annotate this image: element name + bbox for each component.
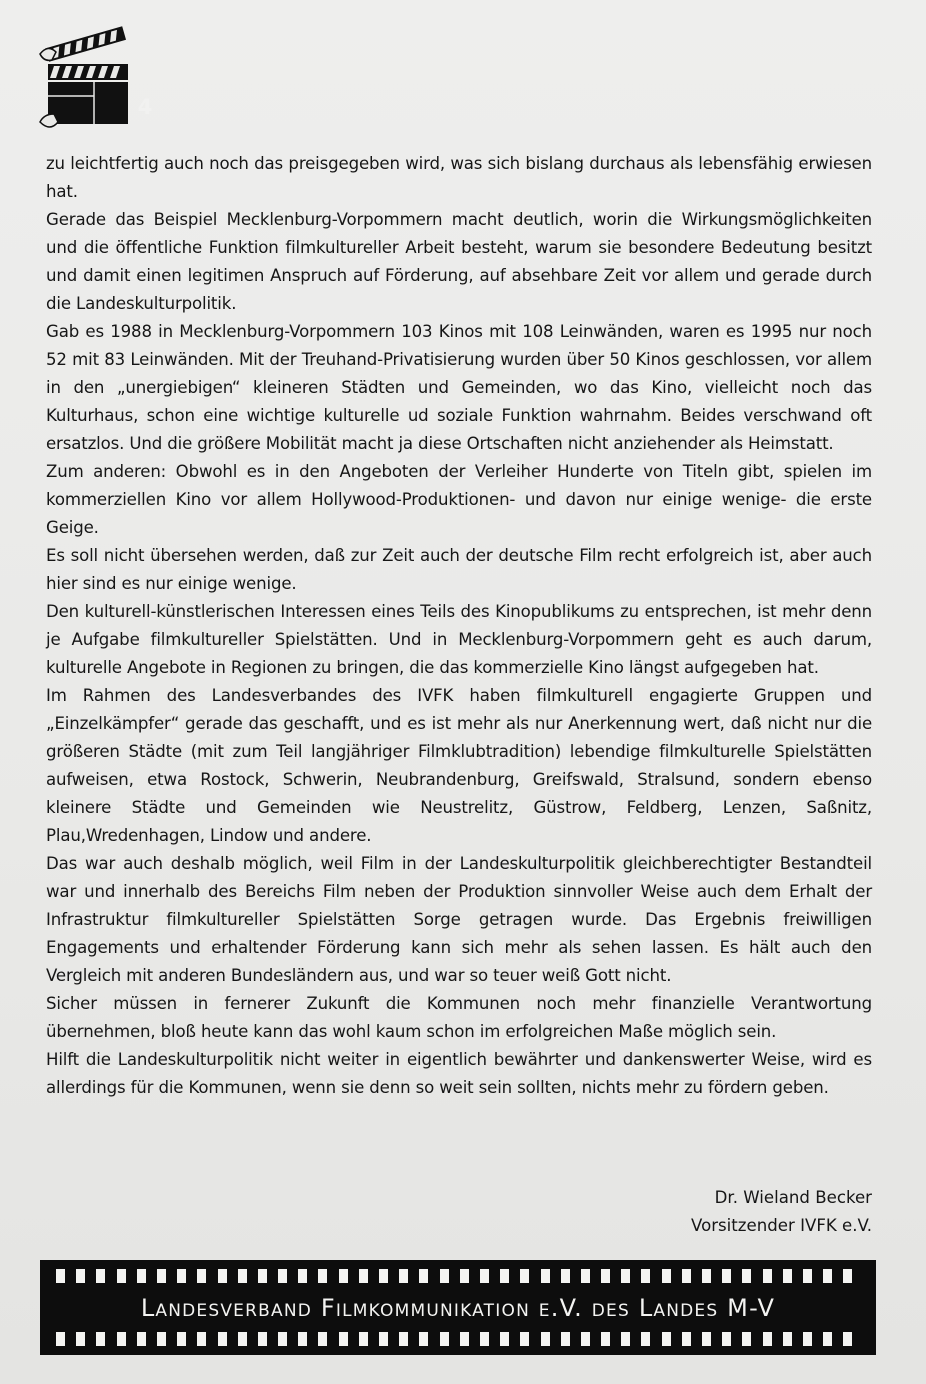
film-perforation: [258, 1269, 267, 1283]
film-perforation: [56, 1269, 65, 1283]
film-perforation: [500, 1332, 509, 1346]
film-perforation: [339, 1332, 348, 1346]
film-perforation: [823, 1269, 832, 1283]
film-perforation: [440, 1332, 449, 1346]
signature-name: Dr. Wieland Becker: [714, 1188, 872, 1207]
film-perforation: [56, 1332, 65, 1346]
film-perforation: [359, 1269, 368, 1283]
paragraph: Es soll nicht übersehen werden, daß zur Zeit auch der deutsche Film recht erfolgreich ist, aber auch hier sind es nur einige wenige.: [46, 546, 872, 593]
paragraph: Gerade das Beispiel Mecklenburg-Vorpommern macht deutlich, worin die Wirkungsmöglichkeiten und die öffentliche Funktion filmkultureller Arbeit besteht, warum sie besondere Bedeutung besitzt und damit einen legitimen Anspruch auf Förderung, auf absehbare Zeit vor allem und gerade durch die Landeskulturpolitik.: [46, 210, 872, 313]
film-perforation: [763, 1332, 772, 1346]
film-perforation: [480, 1332, 489, 1346]
film-perforation: [480, 1269, 489, 1283]
film-perforation: [601, 1269, 610, 1283]
film-perforation: [460, 1332, 469, 1346]
signature: [691, 1184, 872, 1240]
film-perforation: [803, 1332, 812, 1346]
film-perforation: [783, 1332, 792, 1346]
film-perforation: [339, 1269, 348, 1283]
film-perforation: [722, 1332, 731, 1346]
film-perforation: [278, 1332, 287, 1346]
film-perforation: [137, 1269, 146, 1283]
film-perforation: [581, 1269, 590, 1283]
footer-title: Landesverband Filmkommunikation e.V. des Landes M-V: [140, 1294, 776, 1322]
paragraph: Gab es 1988 in Mecklenburg-Vorpommern 103 Kinos mit 108 Leinwänden, waren es 1995 nur noch 52 mit 83 Leinwänden. Mit der Treuhand-Privatisierung wurden über 50 Kinos geschlossen, vor allem in den „unergiebigen“ kleineren Städten und Gemeinden, wo das Kino, vielleicht noch das Kulturhaus, schon eine wichtige kulturelle ud soziale Funktion wahrnahm. Beides verschwand oft ersatzlos. Und die größere Mobilität macht ja diese Ortschaften nicht anziehender als Heimstatt.: [46, 322, 872, 453]
film-perforation: [541, 1269, 550, 1283]
paragraph: Sicher müssen in fernerer Zukunft die Kommunen noch mehr finanzielle Verantwortung übernehmen, bloß heute kann das wohl kaum schon im erfolgreichen Maße möglich sein.: [46, 994, 872, 1041]
film-perforations-bottom: [56, 1332, 866, 1346]
paragraph: Das war auch deshalb möglich, weil Film in der Landeskulturpolitik gleichberechtigter Bestandteil war und innerhalb des Bereichs Film neben der Produktion sinnvoller Weise auch dem Erhalt der Infrastruktur filmkultureller Spielstätten Sorge getragen wurde. Das Ergebnis freiwilligen Engagements und erhaltender Förderung kann sich mehr als sehen lassen. Es hält auch den Vergleich mit anderen Bundesländern aus, und war so teuer weiß Gott nicht.: [46, 854, 872, 985]
paragraph: Den kulturell-künstlerischen Interessen eines Teils des Kinopublikums zu entsprechen, ist mehr denn je Aufgabe filmkultureller Spielstätten. Und in Mecklenburg-Vorpommern geht es auch darum, kulturelle Angebote in Regionen zu bringen, die das kommerzielle Kino längst aufgegeben hat.: [46, 602, 872, 677]
film-perforation: [641, 1332, 650, 1346]
film-perforation: [177, 1269, 186, 1283]
film-perforation: [561, 1269, 570, 1283]
film-perforation: [440, 1269, 449, 1283]
film-perforation: [702, 1269, 711, 1283]
film-perforation: [419, 1332, 428, 1346]
clapperboard-logo: [36, 24, 153, 134]
film-perforation: [541, 1332, 550, 1346]
film-perforation: [399, 1332, 408, 1346]
film-perforation: [318, 1332, 327, 1346]
film-perforation: [177, 1332, 186, 1346]
paragraph: Hilft die Landeskulturpolitik nicht weiter in eigentlich bewährter und dankenswerter Weise, wird es allerdings für die Kommunen, wenn sie denn so weit sein sollten, nichts mehr zu fördern geben.: [46, 1050, 872, 1097]
clapperboard-icon: [36, 24, 136, 134]
film-perforation: [621, 1332, 630, 1346]
film-perforation: [218, 1269, 227, 1283]
film-perforation: [783, 1269, 792, 1283]
film-perforation: [318, 1269, 327, 1283]
film-strip-footer: [40, 1260, 876, 1355]
film-perforation: [379, 1269, 388, 1283]
film-perforation: [803, 1269, 812, 1283]
film-perforation: [742, 1332, 751, 1346]
film-perforations-top: [56, 1269, 866, 1283]
film-perforation: [460, 1269, 469, 1283]
film-perforation: [843, 1332, 852, 1346]
film-perforation: [662, 1332, 671, 1346]
film-perforation: [197, 1332, 206, 1346]
paragraph: zu leichtfertig auch noch das preisgegeben wird, was sich bislang durchaus als lebensfähig erwiesen hat.: [46, 154, 872, 201]
film-perforation: [76, 1269, 85, 1283]
film-perforation: [662, 1269, 671, 1283]
film-perforation: [298, 1332, 307, 1346]
film-perforation: [76, 1332, 85, 1346]
film-perforation: [843, 1269, 852, 1283]
film-perforation: [742, 1269, 751, 1283]
film-perforation: [581, 1332, 590, 1346]
article-body: [46, 150, 872, 1102]
film-perforation: [621, 1269, 630, 1283]
film-perforation: [823, 1332, 832, 1346]
film-perforation: [682, 1269, 691, 1283]
film-perforation: [117, 1269, 126, 1283]
film-perforation: [500, 1269, 509, 1283]
film-perforation: [96, 1269, 105, 1283]
film-perforation: [197, 1269, 206, 1283]
film-perforation: [278, 1269, 287, 1283]
film-perforation: [218, 1332, 227, 1346]
film-perforation: [520, 1332, 529, 1346]
film-perforation: [157, 1332, 166, 1346]
film-perforation: [379, 1332, 388, 1346]
signature-role: Vorsitzender IVFK e.V.: [691, 1216, 872, 1235]
film-perforation: [682, 1332, 691, 1346]
film-perforation: [399, 1269, 408, 1283]
page-number: 4: [137, 95, 153, 119]
film-perforation: [238, 1269, 247, 1283]
film-perforation: [96, 1332, 105, 1346]
film-perforation: [238, 1332, 247, 1346]
film-perforation: [641, 1269, 650, 1283]
film-perforation: [702, 1332, 711, 1346]
film-perforation: [137, 1332, 146, 1346]
film-perforation: [763, 1269, 772, 1283]
paragraph: Zum anderen: Obwohl es in den Angeboten der Verleiher Hunderte von Titeln gibt, spielen im kommerziellen Kino vor allem Hollywood-Produktionen- und davon nur einige wenige- die erste Geige.: [46, 462, 872, 537]
film-perforation: [258, 1332, 267, 1346]
film-perforation: [419, 1269, 428, 1283]
film-perforation: [117, 1332, 126, 1346]
film-perforation: [298, 1269, 307, 1283]
film-perforation: [359, 1332, 368, 1346]
film-perforation: [157, 1269, 166, 1283]
film-perforation: [601, 1332, 610, 1346]
paragraph: Im Rahmen des Landesverbandes des IVFK haben filmkulturell engagierte Gruppen und „Einzelkämpfer“ gerade das geschafft, und es ist mehr als nur Anerkennung wert, daß nicht nur die größeren Städte (mit zum Teil langjähriger Filmklubtradition) lebendige filmkulturelle Spielstätten aufweisen, etwa Rostock, Schwerin, Neubrandenburg, Greifswald, Stralsund, sondern ebenso kleinere Städte und Gemeinden wie Neustrelitz, Güstrow, Feldberg, Lenzen, Saßnitz, Plau,Wredenhagen, Lindow und andere.: [46, 686, 872, 845]
film-perforation: [561, 1332, 570, 1346]
film-perforation: [520, 1269, 529, 1283]
film-perforation: [722, 1269, 731, 1283]
